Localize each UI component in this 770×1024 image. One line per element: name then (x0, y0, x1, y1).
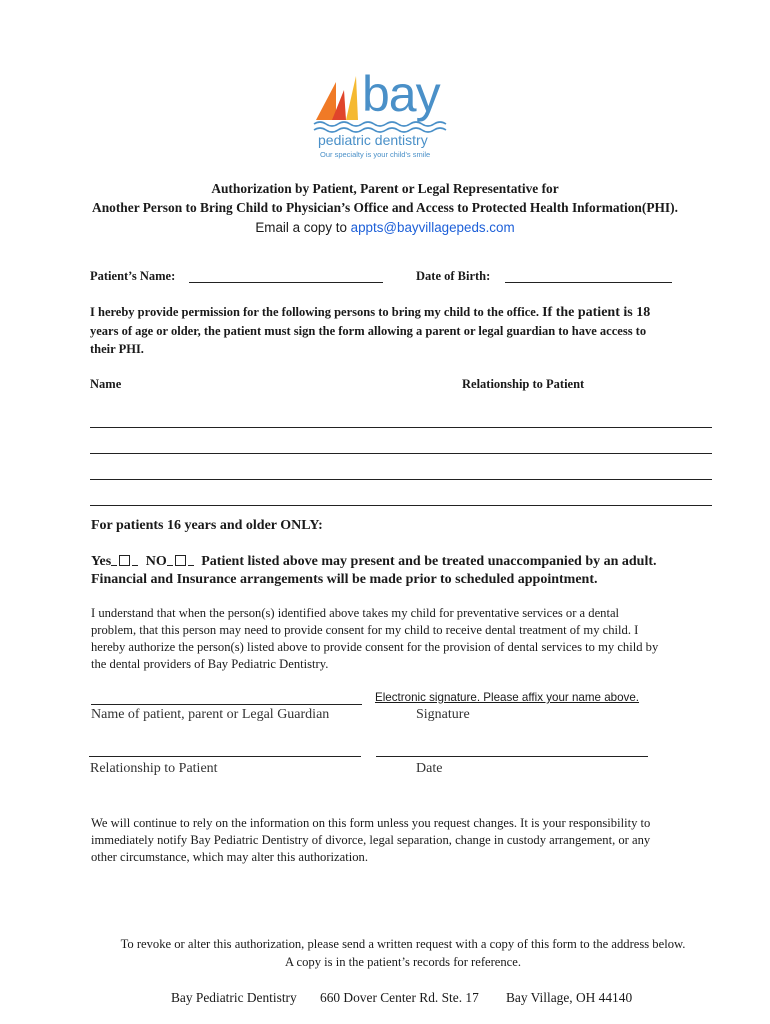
table-row[interactable] (90, 505, 712, 506)
email-prefix: Email a copy to (255, 220, 351, 235)
no-label: NO (145, 554, 167, 569)
reliance-line: immediately notify Bay Pediatric Dentistry of divorce, legal separation, change in custody arrangement, or any (91, 833, 651, 847)
name-signature-line[interactable] (91, 704, 362, 705)
permission-line-1 (90, 305, 650, 321)
no-checkbox[interactable] (175, 555, 186, 566)
relationship-line[interactable] (89, 756, 361, 757)
col-relationship-header: Relationship to Patient (462, 377, 585, 391)
older-heading: For patients 16 years and older ONLY: (91, 518, 323, 533)
consent-line: the dental providers of Bay Pediatric Dentistry. (91, 657, 329, 671)
footer-city: Bay Village, OH 44140 (506, 990, 633, 1005)
yes-checkbox[interactable] (119, 555, 130, 566)
permission-line-2: years of age or older, the patient must sign the form allowing a parent or legal guardian to have access to (90, 324, 647, 338)
col-name-header: Name (90, 377, 122, 391)
title-line-1: Authorization by Patient, Parent or Legal Representative for (211, 181, 559, 196)
revoke-line-1: To revoke or alter this authorization, please send a written request with a copy of this form to the address below. (120, 937, 686, 951)
name-caption: Name of patient, parent or Legal Guardian (91, 707, 330, 722)
email-link[interactable]: appts@bayvillagepeds.com (350, 220, 515, 235)
consent-paragraph (91, 605, 658, 673)
revoke-line-2: A copy is in the patient’s records for reference. (284, 955, 522, 969)
permission-line-3: their PHI. (90, 342, 144, 356)
unaccompanied-statement: Patient listed above may present and be treated unaccompanied by an adult. (201, 554, 657, 569)
reliance-line: other circumstance, which may alter this authorization. (91, 850, 368, 864)
date-caption: Date (416, 761, 443, 776)
financial-statement: Financial and Insurance arrangements will be made prior to scheduled appointment. (91, 572, 598, 587)
relationship-caption: Relationship to Patient (90, 761, 218, 776)
logo-tagline: Our specialty is your child's smile (320, 150, 431, 159)
sail-orange (316, 82, 336, 120)
reliance-paragraph (91, 815, 650, 866)
consent-line: I understand that when the person(s) identified above takes my child for preventative services or a dental (91, 606, 620, 620)
logo-name: pediatric dentistry (318, 132, 428, 148)
footer-practice: Bay Pediatric Dentistry (171, 990, 297, 1005)
consent-line: hereby authorize the person(s) listed above to provide consent for the provision of dental services to my child by (91, 640, 659, 654)
footer-address: 660 Dover Center Rd. Ste. 17 (320, 990, 479, 1005)
table-row[interactable] (90, 453, 712, 454)
esign-note: Electronic signature. Please affix your name above. (375, 691, 640, 704)
practice-logo (310, 68, 460, 163)
logo-brand: bay (362, 66, 440, 122)
yes-no-line (91, 553, 657, 570)
date-line[interactable] (376, 756, 648, 757)
sail-yellow (346, 76, 358, 120)
yes-label: Yes (91, 554, 112, 569)
patient-name-label: Patient’s Name: (90, 269, 176, 283)
patient-name-field[interactable] (189, 282, 383, 283)
reliance-line: We will continue to rely on the information on this form unless you request changes. It is your responsibility to (91, 816, 651, 830)
table-row[interactable] (90, 427, 712, 428)
signature-caption: Signature (416, 707, 470, 722)
dob-field[interactable] (505, 282, 672, 283)
wave-1 (314, 122, 446, 126)
table-row[interactable] (90, 479, 712, 480)
dob-label: Date of Birth: (416, 269, 491, 283)
email-line (0, 220, 770, 235)
title-line-2: Another Person to Bring Child to Physician’s Office and Access to Protected Health Information(PHI). (92, 200, 678, 215)
consent-line: problem, that this person may need to provide consent for my child to receive dental treatment of my child. I (91, 623, 639, 637)
permission-text-a: I hereby provide permission for the following persons to bring my child to the office. (90, 305, 543, 319)
permission-text-b: If the patient is 18 (542, 305, 651, 320)
